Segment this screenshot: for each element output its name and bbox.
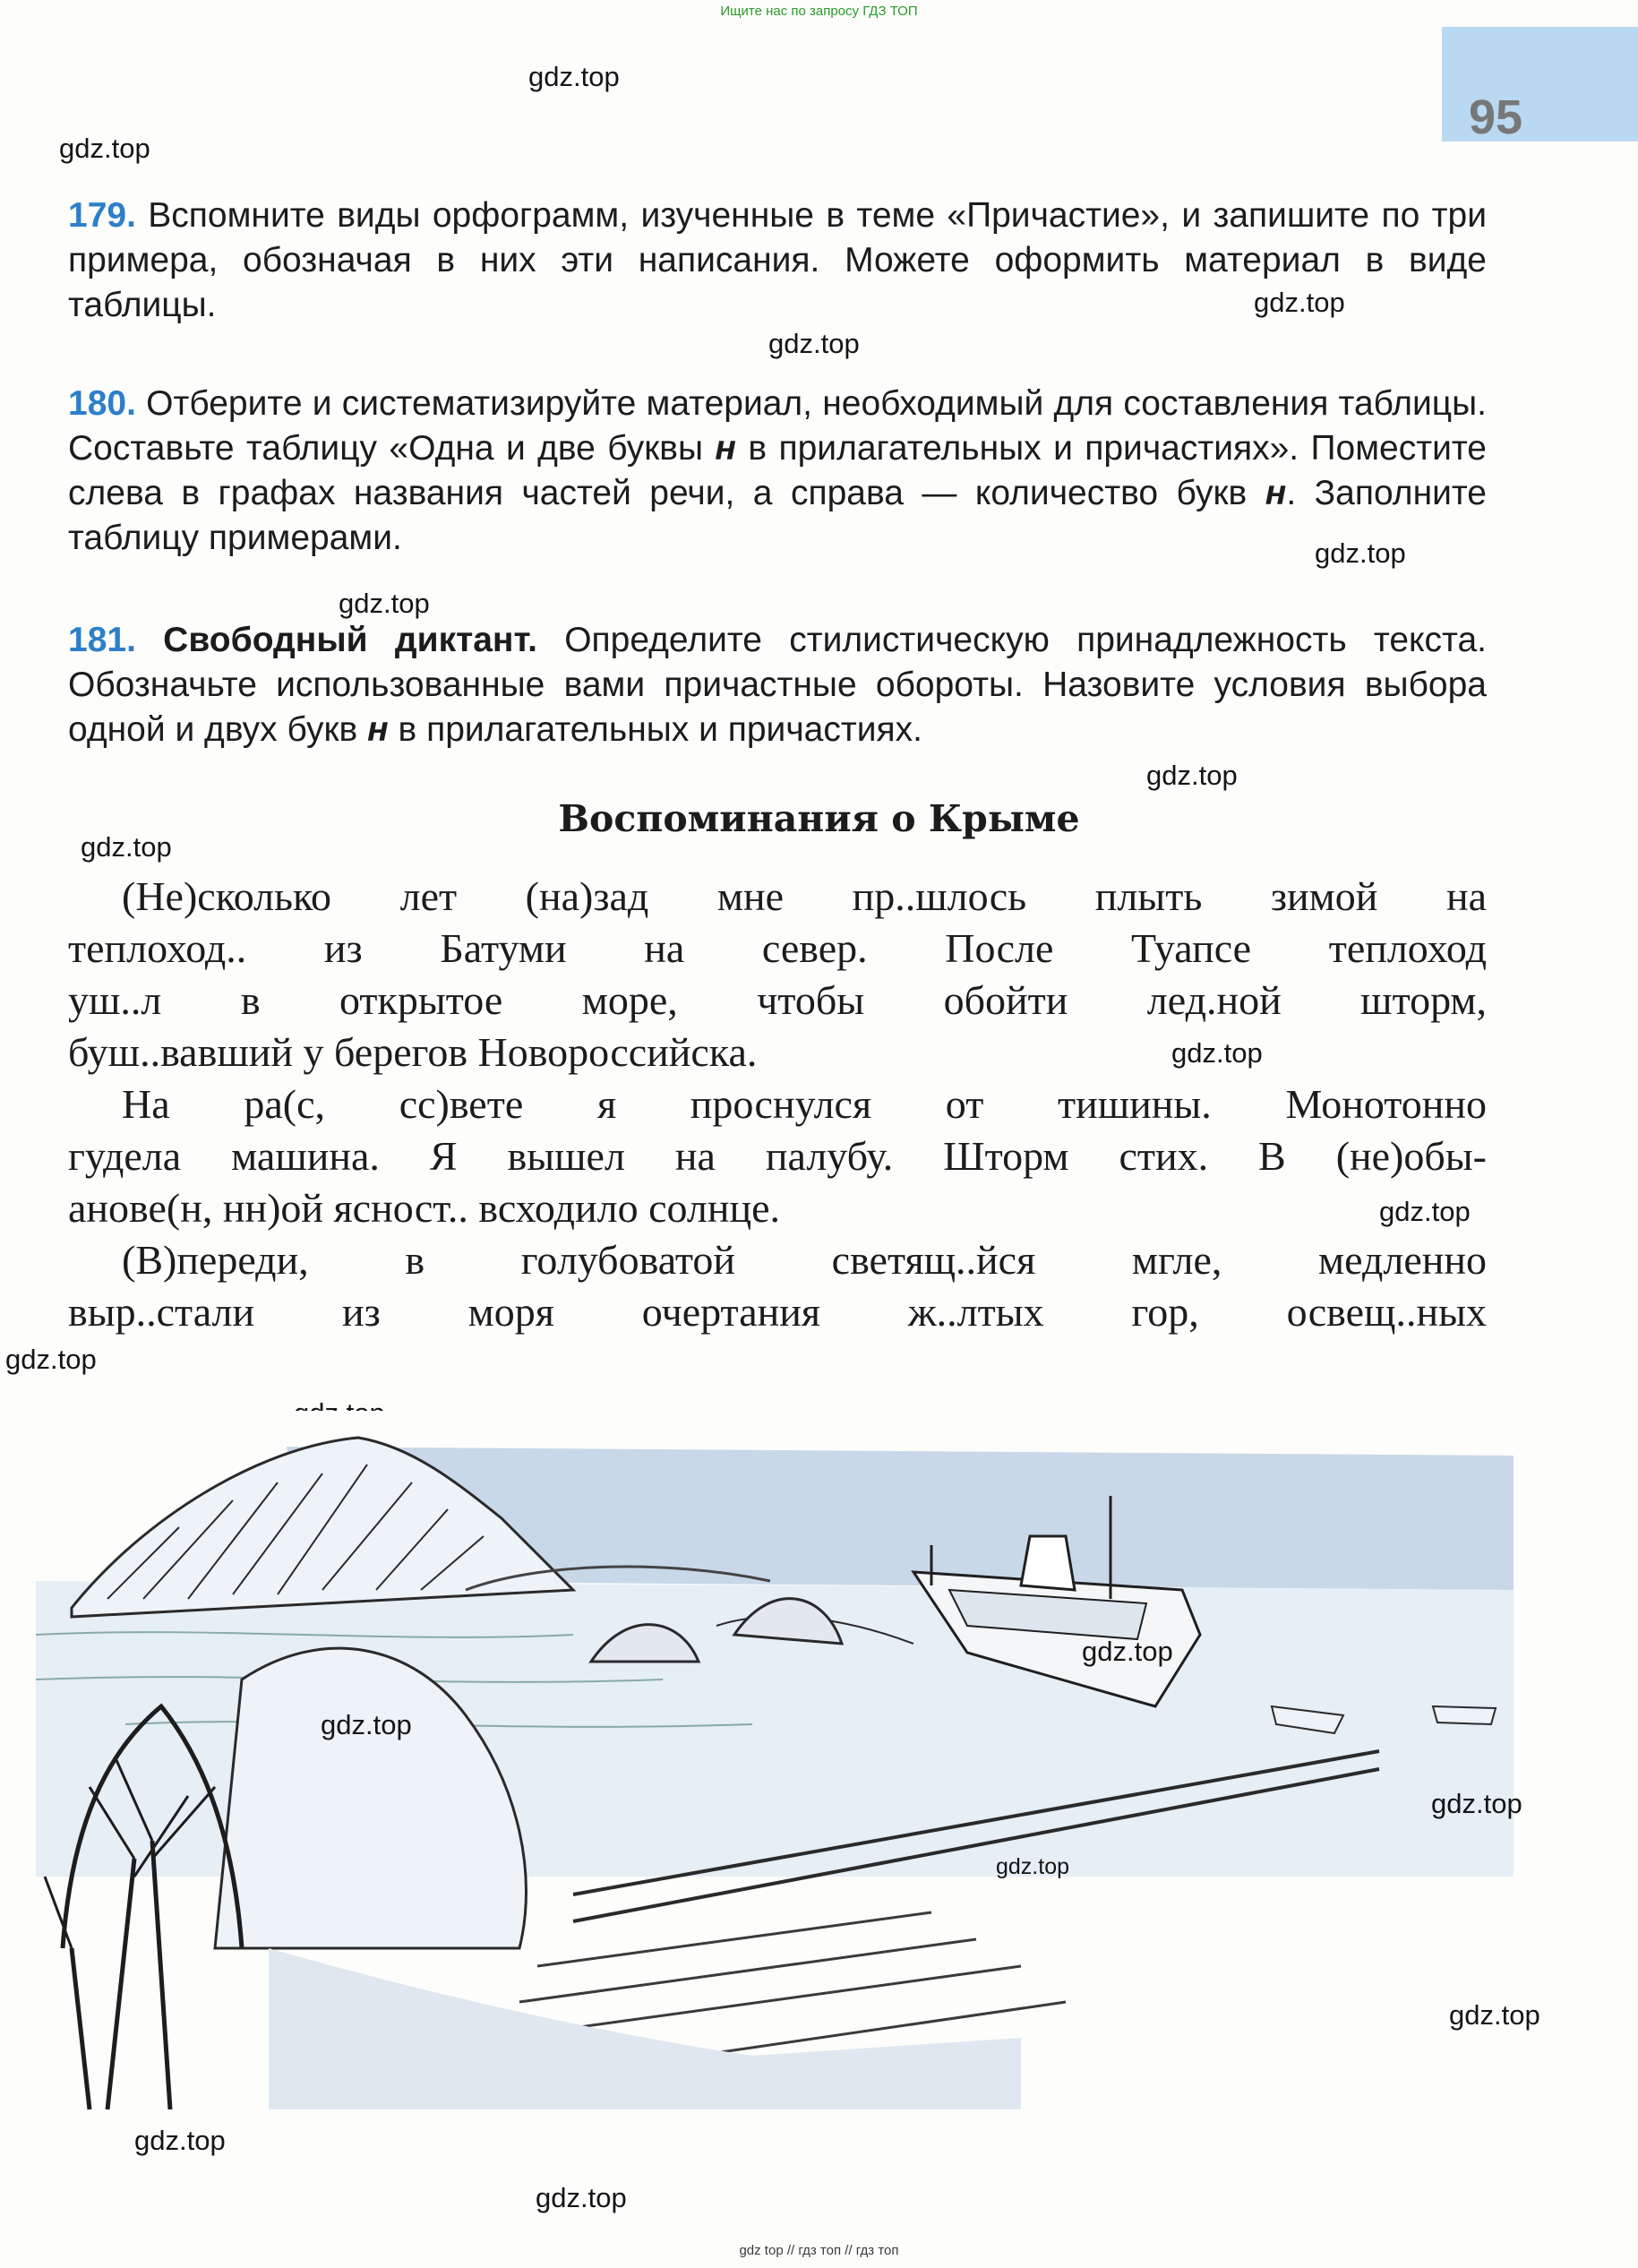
dictation-line: На ра(с, сс)вете я проснулся от тишины. Монотонно <box>122 1081 1487 1127</box>
dictation-line: (Не)сколько лет (на)зад мне пр..шлось плыть зимой на <box>122 873 1487 919</box>
watermark[interactable]: gdz.top <box>339 588 430 619</box>
task-181 <box>68 618 1487 752</box>
letter-n: н <box>715 429 736 468</box>
dictation-line: (В)переди, в голубоватой светящ..йся мгле, медленно <box>122 1237 1487 1283</box>
watermark[interactable]: gdz.top <box>81 831 172 863</box>
watermark[interactable]: gdz.top <box>528 61 620 92</box>
watermark[interactable]: gdz.top <box>996 1854 1070 1879</box>
task-179 <box>68 193 1487 328</box>
dictation-line: выр..стали из моря очертания ж..лтых гор, освещ..ных <box>68 1289 1487 1335</box>
task-number: 181. <box>68 621 136 659</box>
watermark[interactable]: gdz.top <box>59 133 150 164</box>
watermark[interactable]: gdz.top <box>536 2182 627 2213</box>
ship-funnel <box>1021 1536 1075 1590</box>
page-number: 95 <box>1469 90 1523 144</box>
dictation-line: буш..вавший у берегов Новороссийска. <box>68 1029 758 1075</box>
dictation-line: гудела машина. Я вышел на палубу. Шторм стих. В (не)обы- <box>68 1133 1487 1179</box>
task-text: . Заполните таблицу примерами. <box>68 474 1487 557</box>
watermark[interactable]: gdz.top <box>1082 1636 1173 1667</box>
watermark[interactable]: gdz.top <box>1379 1196 1471 1227</box>
watermark[interactable]: gdz.top <box>1431 1788 1522 1819</box>
task-number: 179. <box>68 196 136 235</box>
task-180 <box>68 382 1487 561</box>
watermark[interactable]: gdz.top <box>5 1344 97 1375</box>
watermark[interactable]: gdz.top <box>1254 287 1345 318</box>
watermark[interactable]: gdz.top <box>321 1709 412 1740</box>
bottom-banner: gdz top // гдз топ // гдз топ <box>739 2243 899 2258</box>
watermark[interactable]: gdz.top <box>1449 1999 1540 2031</box>
dictation-line: уш..л в открытое море, чтобы обойти лед.ной шторм, <box>68 977 1487 1023</box>
crimea-coast-illustration <box>36 1411 1531 2118</box>
task-number: 180. <box>68 384 136 423</box>
task-text: Определите стилистическую принадлежность текста. Обозначьте использованные вами причастные обороты. Назовите условия выбора одной и двух букв <box>68 621 1487 749</box>
watermark[interactable]: gdz.top <box>768 328 860 359</box>
letter-n: н <box>367 710 389 749</box>
task-text: Отберите и систематизируйте материал, необходимый для составления таблицы. Составьте таблицу «Одна и две буквы <box>68 384 1487 468</box>
task-text: Вспомните виды орфограмм, изученные в теме «Причастие», и запишите по три примера, обозначая в них эти написания. Можете оформить материал в виде таблицы. <box>68 196 1487 324</box>
dictation-line: теплоход.. из Батуми на север. После Туапсе теплоход <box>68 925 1487 971</box>
watermark[interactable]: gdz.top <box>134 2125 226 2156</box>
letter-n: н <box>1265 474 1287 512</box>
watermark[interactable]: gdz.top <box>1171 1037 1263 1069</box>
watermark[interactable]: gdz.top <box>1315 537 1406 569</box>
dictation-title: Воспоминания о Крыме <box>558 797 1080 840</box>
task-text: в прилагательных и причастиях». Поместите слева в графах названия частей речи, а справа — количество букв <box>68 429 1487 512</box>
task-heading: Свободный диктант. <box>163 621 537 659</box>
watermark[interactable]: gdz.top <box>1146 760 1238 791</box>
top-banner: Ищите нас по запросу ГДЗ ТОП <box>720 4 918 19</box>
dictation-line: анове(н, нн)ой ясност.. всходило солнце. <box>68 1185 780 1231</box>
task-text: в прилагательных и причастиях. <box>398 710 922 749</box>
